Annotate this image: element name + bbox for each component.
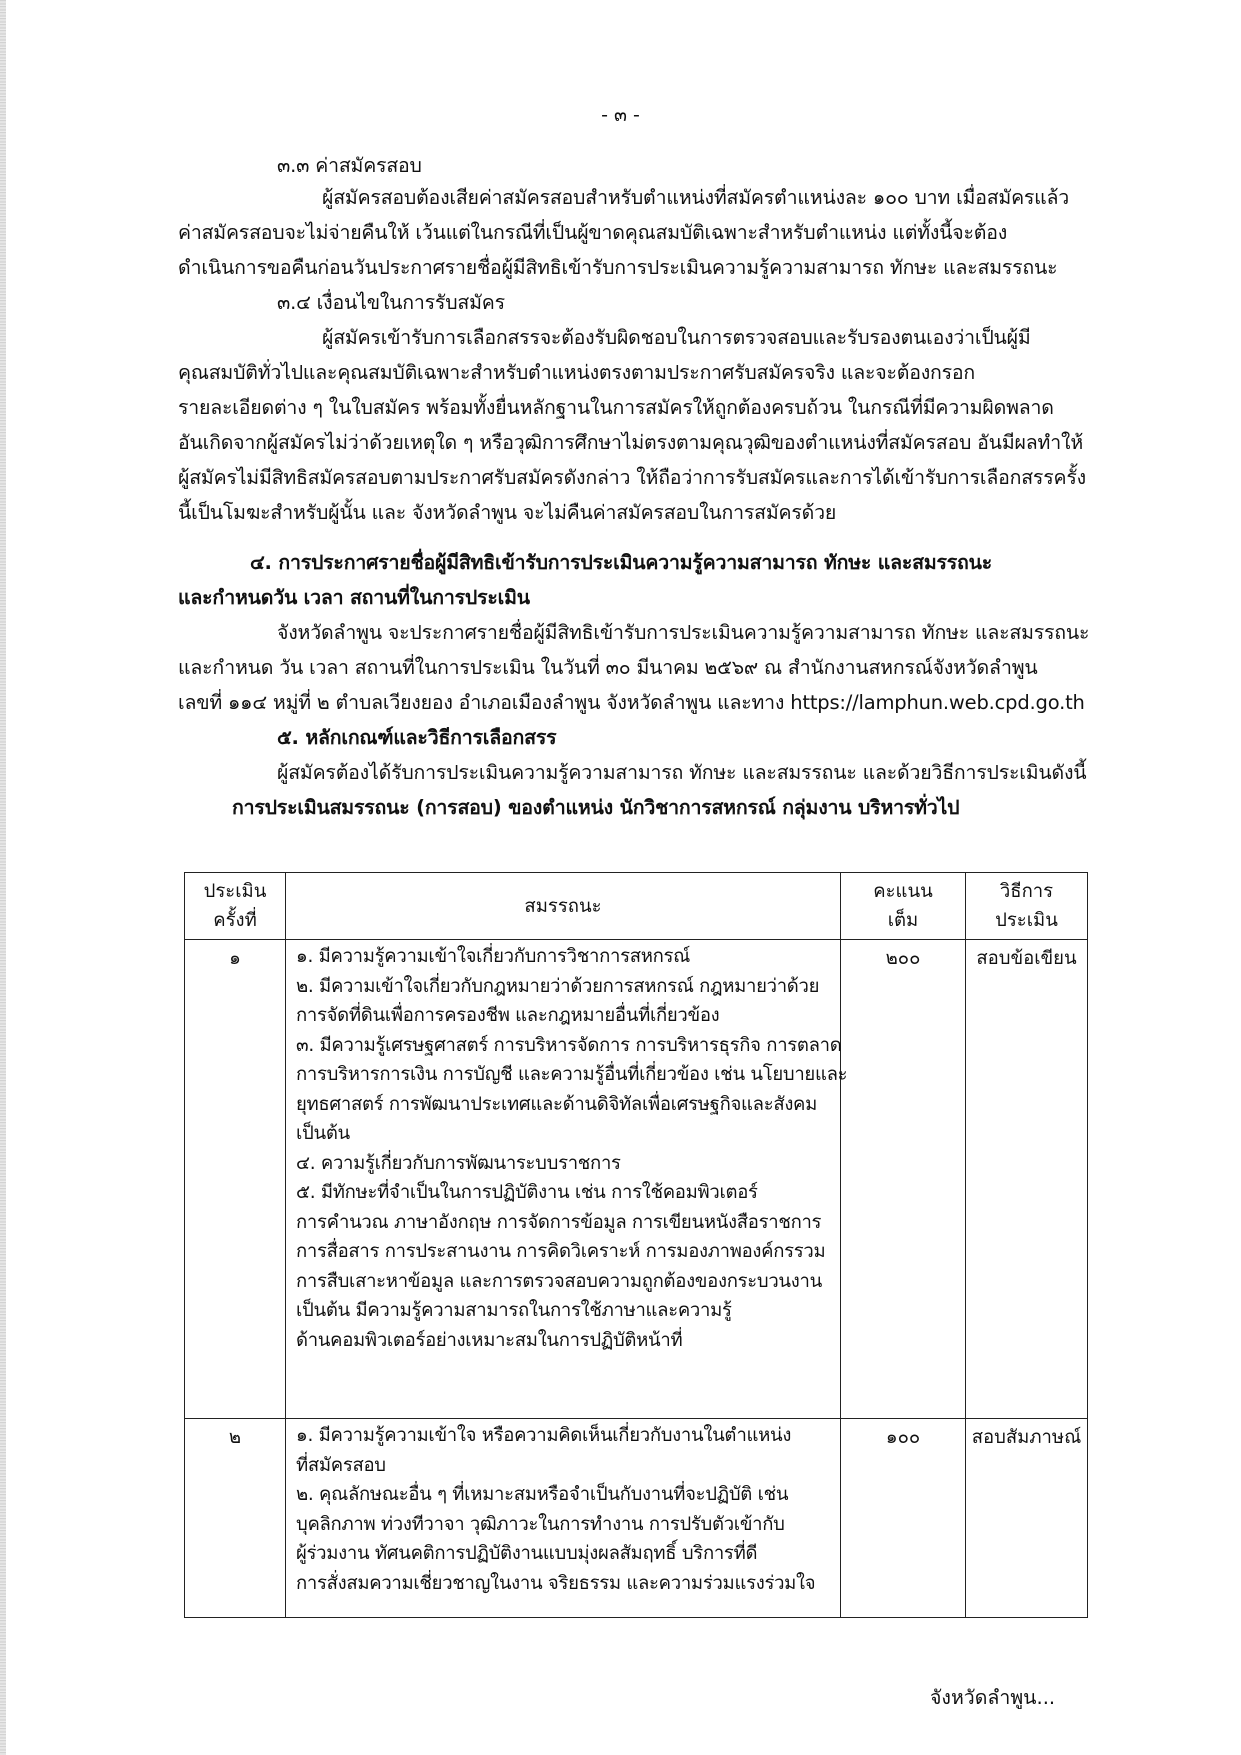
header-method: วิธีการ ประเมิน [966, 873, 1088, 940]
section-4-line: และกำหนด วัน เวลา สถานที่ในการประเมิน ในวันที่ ๓๐ มีนาคม ๒๕๖๙ ณ สำนักงานสหกรณ์จังหวัดลำพูน [178, 656, 1038, 679]
section-5-intro: ผู้สมัครต้องได้รับการประเมินความรู้ความสามารถ ทักษะ และสมรรถนะ และด้วยวิธีการประเมินดังนี้ [277, 761, 1087, 784]
competency-cell [286, 1419, 841, 1618]
round-cell: ๒ [185, 1419, 286, 1618]
table-row [185, 940, 1088, 1419]
section-3-3-heading: ๓.๓ ค่าสมัครสอบ [277, 154, 422, 177]
competency-line: ด้านคอมพิวเตอร์อย่างเหมาะสมในการปฏิบัติหน้าที่ [296, 1329, 683, 1351]
header-competency: สมรรถนะ [286, 873, 841, 940]
competency-table [184, 872, 1088, 1618]
section-3-3-line: ค่าสมัครสอบจะไม่จ่ายคืนให้ เว้นแต่ในกรณีที่เป็นผู้ขาดคุณสมบัติเฉพาะสำหรับตำแหน่ง แต่ทั้งนี้จะต้อง [178, 221, 1008, 244]
competency-line: ๕. มีทักษะที่จำเป็นในการปฏิบัติงาน เช่น การใช้คอมพิวเตอร์ [296, 1182, 758, 1203]
section-3-4-line: ผู้สมัครเข้ารับการเลือกสรรจะต้องรับผิดชอบในการตรวจสอบและรับรองตนเองว่าเป็นผู้มี [322, 326, 1031, 349]
method-cell: สอบสัมภาษณ์ [966, 1419, 1088, 1618]
round-cell: ๑ [185, 940, 286, 1419]
section-3-4-heading: ๓.๔ เงื่อนไขในการรับสมัคร [277, 291, 505, 314]
competency-line: เป็นต้น มีความรู้ความสามารถในการใช้ภาษาและความรู้ [296, 1300, 732, 1321]
competency-line: ๔. ความรู้เกี่ยวกับการพัฒนาระบบราชการ [296, 1152, 621, 1174]
competency-line: การสั่งสมความเชี่ยวชาญในงาน จริยธรรม และความร่วมแรงร่วมใจ [296, 1572, 816, 1594]
competency-line: ๓. มีความรู้เศรษฐศาสตร์ การบริหารจัดการ การบริหารธุรกิจ การตลาด [296, 1034, 842, 1056]
section-3-3-line: ดำเนินการขอคืนก่อนวันประกาศรายชื่อผู้มีสิทธิเข้ารับการประเมินความรู้ความสามารถ ทักษะ และสมรรถนะ [178, 256, 1058, 279]
section-3-4-line: ผู้สมัครไม่มีสิทธิสมัครสอบตามประกาศรับสมัครดังกล่าว ให้ถือว่าการรับสมัครและการได้เข้ารับการเลือกสรรครั้ง [178, 466, 1086, 489]
section-3-3-line: ผู้สมัครสอบต้องเสียค่าสมัครสอบสำหรับตำแหน่งที่สมัครตำแหน่งละ ๑๐๐ บาท เมื่อสมัครแล้ว [322, 186, 1070, 209]
table-header-row [185, 873, 1088, 940]
competency-line: ยุทธศาสตร์ การพัฒนาประเทศและด้านดิจิทัลเพื่อเศรษฐกิจและสังคม [296, 1093, 818, 1115]
section-5-heading: ๕. หลักเกณฑ์และวิธีการเลือกสรร [277, 726, 557, 749]
page-number: - ๓ - [601, 104, 640, 126]
table-row [185, 1419, 1088, 1618]
competency-line: การจัดที่ดินเพื่อการครองชีพ และกฎหมายอื่นที่เกี่ยวข้อง [296, 1005, 720, 1026]
section-4-line: เลขที่ ๑๑๔ หมู่ที่ ๒ ตำบลเวียงยอง อำเภอเมืองลำพูน จังหวัดลำพูน และทาง https://lamphun.web.cpd.go.th [178, 691, 1085, 714]
section-4-line: จังหวัดลำพูน จะประกาศรายชื่อผู้มีสิทธิเข้ารับการประเมินความรู้ความสามารถ ทักษะ และสมรรถนะ [277, 621, 1090, 644]
competency-line: ๑. มีความรู้ความเข้าใจเกี่ยวกับการวิชาการสหกรณ์ [296, 946, 691, 967]
competency-line: ที่สมัครสอบ [296, 1454, 386, 1476]
score-cell: ๒๐๐ [841, 940, 966, 1419]
competency-line: การคำนวณ ภาษาอังกฤษ การจัดการข้อมูล การเขียนหนังสือราชการ [296, 1211, 822, 1233]
section-4-heading: ๔. การประกาศรายชื่อผู้มีสิทธิเข้ารับการประเมินความรู้ความสามารถ ทักษะ และสมรรถนะ [250, 551, 993, 574]
competency-line: ๒. มีความเข้าใจเกี่ยวกับกฎหมายว่าด้วยการสหกรณ์ กฎหมายว่าด้วย [296, 975, 820, 997]
competency-line: บุคลิกภาพ ท่วงทีวาจา วุฒิภาวะในการทำงาน การปรับตัวเข้ากับ [296, 1513, 785, 1535]
competency-line: การสืบเสาะหาข้อมูล และการตรวจสอบความถูกต้องของกระบวนงาน [296, 1270, 822, 1292]
section-3-4-line: คุณสมบัติทั่วไปและคุณสมบัติเฉพาะสำหรับตำแหน่งตรงตามประกาศรับสมัครจริง และจะต้องกรอก [178, 361, 976, 384]
competency-line: การสื่อสาร การประสานงาน การคิดวิเคราะห์ การมองภาพองค์กรรวม [296, 1241, 826, 1262]
section-3-4-line: นี้เป็นโมฆะสำหรับผู้นั้น และ จังหวัดลำพูน จะไม่คืนค่าสมัครสอบในการสมัครด้วย [178, 501, 837, 524]
competency-line: การบริหารการเงิน การบัญชี และความรู้อื่นที่เกี่ยวข้อง เช่น นโยบายและ [296, 1064, 848, 1085]
competency-cell [286, 940, 848, 1419]
competency-line: ๑. มีความรู้ความเข้าใจ หรือความคิดเห็นเกี่ยวกับงานในตำแหน่ง [296, 1425, 792, 1446]
section-4-heading-cont: และกำหนดวัน เวลา สถานที่ในการประเมิน [178, 586, 530, 609]
section-3-4-line: รายละเอียดต่าง ๆ ในใบสมัคร พร้อมทั้งยื่นหลักฐานในการสมัครให้ถูกต้องครบถ้วน ในกรณีที่มีความผิดพลาด [178, 396, 1054, 419]
competency-line: เป็นต้น [296, 1123, 350, 1144]
header-round: ประเมิน ครั้งที่ [185, 873, 286, 940]
continuation-footer: จังหวัดลำพูน... [930, 1686, 1056, 1709]
header-score: คะแนน เต็ม [841, 873, 966, 940]
method-cell: สอบข้อเขียน [966, 940, 1088, 1419]
section-3-4-line: อันเกิดจากผู้สมัครไม่ว่าด้วยเหตุใด ๆ หรือวุฒิการศึกษาไม่ตรงตามคุณวุฒิของตำแหน่งที่สมัครสอบ อันมีผลทำให้ [178, 431, 1084, 454]
competency-line: ๒. คุณลักษณะอื่น ๆ ที่เหมาะสมหรือจำเป็นกับงานที่จะปฏิบัติ เช่น [296, 1484, 789, 1505]
score-cell: ๑๐๐ [841, 1419, 966, 1618]
competency-line: ผู้ร่วมงาน ทัศนคติการปฏิบัติงานแบบมุ่งผลสัมฤทธิ์ บริการที่ดี [296, 1543, 758, 1564]
table-title: การประเมินสมรรถนะ (การสอบ) ของตำแหน่ง นักวิชาการสหกรณ์ กลุ่มงาน บริหารทั่วไป [232, 796, 960, 819]
